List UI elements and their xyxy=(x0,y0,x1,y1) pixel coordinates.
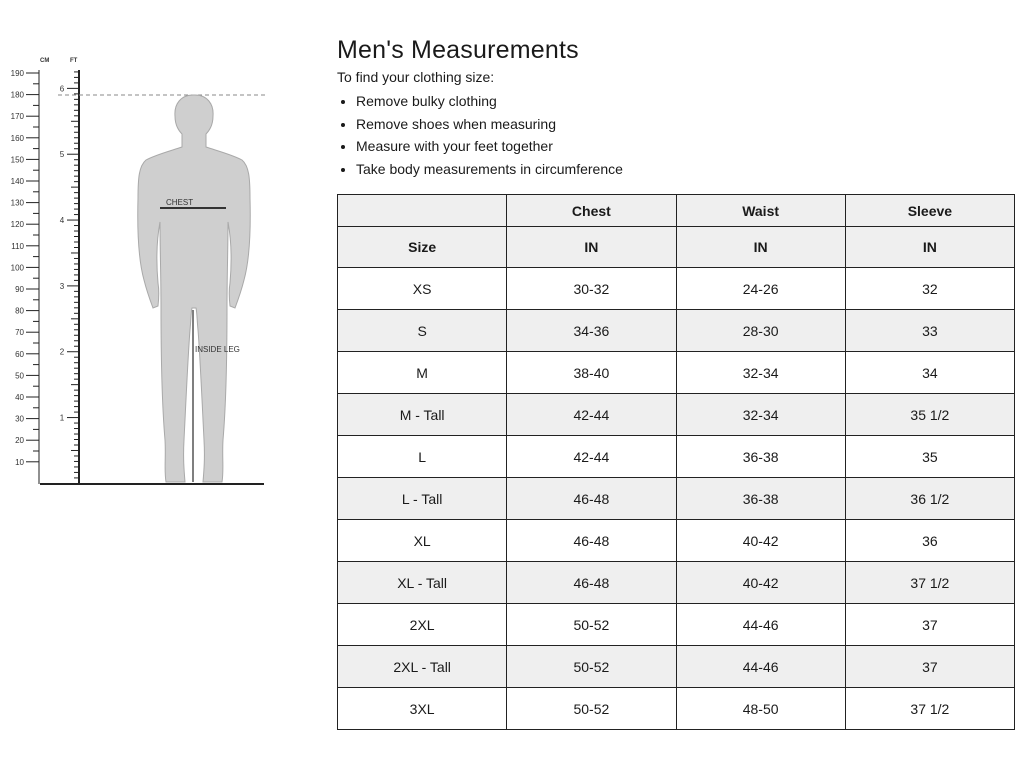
cm-tick-label: 100 xyxy=(10,263,24,273)
intro-text: To find your clothing size: xyxy=(337,69,495,85)
sleeve-cell: 37 xyxy=(845,646,1014,688)
sleeve-cell: 34 xyxy=(845,352,1014,394)
sleeve-cell: 37 xyxy=(845,604,1014,646)
cm-tick-label: 70 xyxy=(15,328,24,338)
cm-tick-label: 120 xyxy=(10,220,24,230)
size-cell: L xyxy=(338,436,507,478)
header-cell-size: Size xyxy=(338,227,507,268)
cm-tick-label: 140 xyxy=(10,177,24,186)
chest-label: CHEST xyxy=(166,198,194,207)
unit-cell-waist: IN xyxy=(676,227,845,268)
table-row xyxy=(338,520,1015,562)
table-row xyxy=(338,394,1015,436)
table-row xyxy=(338,688,1015,730)
sleeve-cell: 35 1/2 xyxy=(845,394,1014,436)
header-cell-sleeve: Sleeve xyxy=(845,195,1014,227)
height-scale xyxy=(11,58,79,484)
chest-cell: 50-52 xyxy=(507,604,676,646)
ft-tick-label: 6 xyxy=(59,84,65,94)
chest-cell: 46-48 xyxy=(507,520,676,562)
size-cell: M xyxy=(338,352,507,394)
sleeve-cell: 37 1/2 xyxy=(845,688,1014,730)
size-chart-table xyxy=(337,194,1015,730)
chest-cell: 42-44 xyxy=(507,394,676,436)
ft-tick-label: 5 xyxy=(59,150,65,160)
waist-cell: 44-46 xyxy=(676,646,845,688)
sleeve-cell: 36 xyxy=(845,520,1014,562)
chest-cell: 42-44 xyxy=(507,436,676,478)
waist-cell: 44-46 xyxy=(676,604,845,646)
sleeve-cell: 33 xyxy=(845,310,1014,352)
table-row xyxy=(338,352,1015,394)
chest-cell: 30-32 xyxy=(507,268,676,310)
table-row xyxy=(338,310,1015,352)
measure-header-row xyxy=(338,195,1015,227)
table-row xyxy=(338,562,1015,604)
units-header-row xyxy=(338,227,1015,268)
waist-cell: 36-38 xyxy=(676,478,845,520)
size-cell: 2XL - Tall xyxy=(338,646,507,688)
table-row xyxy=(338,436,1015,478)
cm-tick-label: 130 xyxy=(10,198,24,208)
header-cell-chest: Chest xyxy=(507,195,676,227)
cm-tick-label: 170 xyxy=(10,112,24,122)
tip-item: • Take body measurements in circumference xyxy=(356,158,1015,181)
ft-tick-label: 1 xyxy=(59,413,65,423)
chest-cell: 34-36 xyxy=(507,310,676,352)
waist-cell: 40-42 xyxy=(676,562,845,604)
size-cell: 3XL xyxy=(338,688,507,730)
ft-header: FT xyxy=(70,58,78,64)
cm-tick-label: 190 xyxy=(10,69,24,78)
ft-tick-label: 4 xyxy=(59,216,65,226)
sleeve-cell: 35 xyxy=(845,436,1014,478)
tip-item: • Measure with your feet together xyxy=(356,135,1015,158)
cm-header: CM xyxy=(40,58,50,64)
ft-tick-label: 2 xyxy=(59,347,65,357)
size-cell: XL - Tall xyxy=(338,562,507,604)
cm-tick-label: 10 xyxy=(15,457,24,467)
cm-tick-label: 50 xyxy=(15,371,24,381)
waist-cell: 28-30 xyxy=(676,310,845,352)
waist-cell: 32-34 xyxy=(676,394,845,436)
cm-tick-label: 40 xyxy=(15,393,24,402)
cm-tick-label: 160 xyxy=(10,133,24,143)
waist-cell: 24-26 xyxy=(676,268,845,310)
chest-cell: 50-52 xyxy=(507,688,676,730)
measurement-tips-list xyxy=(337,90,1015,180)
sleeve-cell: 32 xyxy=(845,268,1014,310)
table-row xyxy=(338,604,1015,646)
size-cell: XS xyxy=(338,268,507,310)
chest-cell: 46-48 xyxy=(507,562,676,604)
cm-tick-label: 110 xyxy=(11,241,24,251)
cm-tick-label: 60 xyxy=(15,349,24,359)
waist-cell: 32-34 xyxy=(676,352,845,394)
cm-tick-label: 180 xyxy=(10,90,24,100)
inside-leg-label: INSIDE LEG xyxy=(195,345,240,354)
unit-cell-sleeve: IN xyxy=(845,227,1014,268)
waist-cell: 36-38 xyxy=(676,436,845,478)
cm-tick-label: 80 xyxy=(15,306,24,316)
size-cell: 2XL xyxy=(338,604,507,646)
tip-item: • Remove shoes when measuring xyxy=(356,113,1015,136)
cm-tick-label: 150 xyxy=(10,155,24,165)
waist-cell: 40-42 xyxy=(676,520,845,562)
tip-item: • Remove bulky clothing xyxy=(356,90,1015,113)
chest-cell: 50-52 xyxy=(507,646,676,688)
ft-tick-label: 3 xyxy=(59,281,65,291)
sleeve-cell: 36 1/2 xyxy=(845,478,1014,520)
header-cell-empty xyxy=(338,195,507,227)
cm-tick-label: 90 xyxy=(15,285,24,294)
waist-cell: 48-50 xyxy=(676,688,845,730)
body-silhouette xyxy=(138,95,251,482)
sleeve-cell: 37 1/2 xyxy=(845,562,1014,604)
table-row xyxy=(338,646,1015,688)
page-title: Men's Measurements xyxy=(337,36,579,64)
cm-tick-label: 20 xyxy=(15,436,24,446)
chest-cell: 38-40 xyxy=(507,352,676,394)
size-cell: S xyxy=(338,310,507,352)
header-cell-waist: Waist xyxy=(676,195,845,227)
table-row xyxy=(338,478,1015,520)
body-measurement-figure xyxy=(0,0,300,500)
unit-cell-chest: IN xyxy=(507,227,676,268)
size-cell: XL xyxy=(338,520,507,562)
size-cell: M - Tall xyxy=(338,394,507,436)
table-row xyxy=(338,268,1015,310)
chest-cell: 46-48 xyxy=(507,478,676,520)
cm-tick-label: 30 xyxy=(15,414,24,424)
size-cell: L - Tall xyxy=(338,478,507,520)
